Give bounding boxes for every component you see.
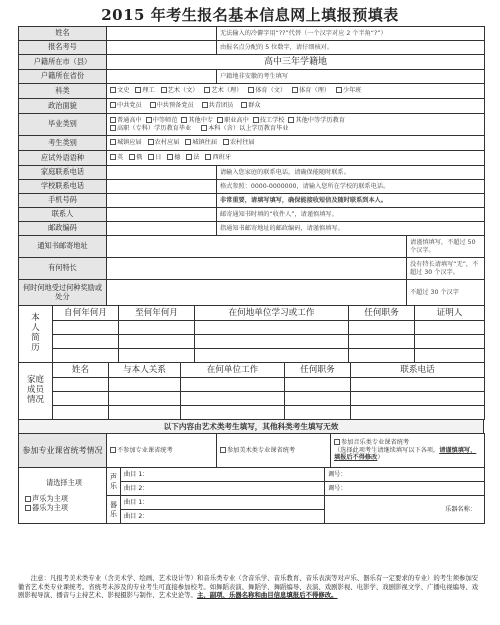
checkbox-icon — [220, 447, 226, 453]
checkbox-icon — [135, 87, 141, 93]
table-row — [19, 406, 485, 420]
family-col-name: 姓名 — [53, 363, 109, 378]
registration-form — [18, 26, 484, 524]
checkbox-icon — [334, 439, 340, 445]
checkbox-icon — [129, 154, 135, 160]
mobile-label: 手机号码 — [19, 194, 107, 208]
subject-option[interactable]: 文史 — [110, 87, 129, 94]
checkbox-icon — [110, 154, 116, 160]
home-phone-label: 家庭联系电话 — [19, 166, 107, 180]
checkbox-icon — [202, 102, 208, 108]
checkbox-icon — [288, 117, 294, 123]
basic-info-table — [18, 26, 485, 236]
mobile-hint: 非常重要，请填写填写，确保能接收短信及随时联系到本人。 — [217, 194, 485, 208]
checkbox-icon — [110, 125, 116, 131]
checkbox-icon — [110, 87, 116, 93]
checkbox-icon — [110, 447, 116, 453]
table-row — [19, 392, 485, 406]
checkbox-icon — [186, 154, 192, 160]
subject-option[interactable]: 艺术（理） — [204, 87, 242, 94]
checkbox-icon — [201, 125, 207, 131]
postcode-hint: 指通知书邮寄地址的邮政编码，请谨慎填写。 — [217, 222, 485, 236]
exam-no-hint: 由报名点分配的 5 位数字，请仔细核对。 — [217, 41, 485, 55]
family-col-position: 任何职务 — [285, 363, 351, 378]
graduation-label: 毕业类别 — [19, 114, 107, 136]
family-col-relation: 与本人关系 — [109, 363, 181, 378]
checkbox-icon — [253, 117, 259, 123]
resume-col-from: 自何年何月 — [53, 306, 119, 321]
awards-field[interactable] — [107, 280, 407, 306]
graduation-options — [107, 114, 485, 136]
table-row — [19, 335, 485, 349]
checkbox-icon — [185, 139, 191, 145]
specialty-label: 有何特长 — [19, 258, 107, 280]
vocal-label: 声 乐 — [107, 468, 121, 496]
checkbox-icon — [110, 139, 116, 145]
name-label: 姓名 — [19, 27, 107, 41]
art-notice-table — [18, 419, 484, 434]
art-exam-label: 参加专业课省统考情况 — [19, 434, 107, 468]
postcode-label: 邮政编码 — [19, 222, 107, 236]
checkbox-icon — [205, 154, 211, 160]
school-phone-field[interactable] — [107, 180, 217, 194]
language-options — [107, 151, 485, 166]
checkbox-icon — [148, 139, 154, 145]
language-option[interactable]: 西班牙 — [205, 154, 231, 161]
domicile-province-label: 户籍所在省份 — [19, 70, 107, 84]
footer-note: 注意：凡报考美术类专业（含美术学、绘画、艺术设计等）和音乐类专业（含音乐学、音乐教育、音乐表演等对声乐、器乐有一定要求的专业）的考生须参加安徽省艺术类专业课统考。省统考未涉及的专业考生可直接参加校考。如舞蹈表演、舞蹈学、舞蹈编导、表演、戏剧影视、电影学、戏剧影视文学、广播电视编导、戏剧影视导演、播音与主持艺术、影视摄影与制作、艺术史论等。主、副项、乐器名称和曲目信息填报后不得修改。 — [18, 574, 479, 600]
resume-col-position: 任何职务 — [349, 306, 415, 321]
examinee-type-option[interactable]: 城镇往届 — [185, 139, 217, 146]
domicile-city-value[interactable]: 高中三年学籍地 — [107, 55, 485, 70]
resume-label: 本 人 简 历 — [19, 306, 53, 363]
address-note: 请谨慎填写，不超过 50 个汉字。 — [407, 236, 485, 258]
instrument-track2[interactable]: 曲目 2： — [121, 510, 325, 524]
instrument-label: 器 乐 — [107, 496, 121, 524]
art-exam-table — [18, 433, 485, 468]
table-row — [19, 349, 485, 363]
subject-option[interactable]: 体育（文） — [248, 87, 286, 94]
language-option[interactable]: 法 — [186, 154, 199, 161]
major-option-vocal[interactable]: 声乐为主项 — [25, 495, 103, 504]
subject-option[interactable]: 体育（理） — [292, 87, 330, 94]
resume-col-to: 至何年何月 — [119, 306, 195, 321]
graduation-option[interactable]: 普通高中 — [110, 117, 142, 124]
checkbox-icon — [292, 87, 298, 93]
checkbox-icon — [150, 102, 156, 108]
political-label: 政治面貌 — [19, 99, 107, 114]
graduation-option[interactable]: 高职（专科）学历教育毕业 — [110, 125, 191, 132]
subject-label: 科类 — [19, 84, 107, 99]
checkbox-icon — [248, 87, 254, 93]
contact-hint: 邮寄通知书时填的“收件人”，请谨慎填写。 — [217, 208, 485, 222]
domicile-city-label: 户籍所在市（县） — [19, 55, 107, 70]
exam-no-field[interactable] — [107, 41, 217, 55]
language-label: 应试外语语种 — [19, 151, 107, 166]
family-label: 家庭 成员 情况 — [19, 363, 53, 420]
vocal-track1[interactable]: 曲目 1： — [121, 468, 325, 482]
postcode-field[interactable] — [107, 222, 217, 236]
checkbox-icon — [25, 496, 31, 502]
vocal-key1[interactable]: 调号： — [325, 468, 485, 482]
major-option-instrument[interactable]: 器乐为主项 — [25, 504, 103, 513]
free-text-table — [18, 235, 485, 306]
family-col-workplace: 在何单位工作 — [181, 363, 285, 378]
name-field[interactable] — [107, 27, 217, 41]
checkbox-icon — [110, 102, 116, 108]
table-row — [19, 378, 485, 392]
checkbox-icon — [241, 102, 247, 108]
table-row — [19, 321, 485, 335]
checkbox-icon — [167, 154, 173, 160]
graduation-options-line1 — [110, 117, 481, 124]
political-option[interactable]: 中共预备党员 — [150, 102, 194, 109]
major-selector — [19, 468, 107, 524]
checkbox-icon — [25, 505, 31, 511]
contact-field[interactable] — [107, 208, 217, 222]
school-phone-hint: 格式参照：0000-0000000，请输入您所在学校的联系电话。 — [217, 180, 485, 194]
art-exam-option-fine-arts[interactable]: 参加美术类专业课省统考 — [217, 434, 331, 468]
resume-table — [18, 305, 485, 363]
contact-label: 联系人 — [19, 208, 107, 222]
mobile-field[interactable] — [107, 194, 217, 208]
exam-no-label: 报名考号 — [19, 41, 107, 55]
vocal-key2[interactable]: 调号： — [325, 482, 485, 496]
vocal-track2[interactable]: 曲目 2： — [121, 482, 325, 496]
examinee-type-option[interactable]: 农村应届 — [148, 139, 180, 146]
examinee-type-label: 考生类别 — [19, 136, 107, 151]
specialty-field[interactable] — [107, 258, 407, 280]
examinee-type-option[interactable]: 农村往届 — [223, 139, 255, 146]
art-notice: 以下内容由艺术类考生填写，其他科类考生填写无效 — [19, 420, 484, 434]
instrument-track1[interactable]: 曲目 1： — [121, 496, 325, 510]
awards-note: 不超过 30 个汉字 — [407, 280, 485, 306]
art-exam-option-music: 参加音乐类专业课省统考 （选择此项考生请继续填写以下各项。请谨慎填写，填报后不得修改） — [331, 434, 485, 468]
home-phone-hint: 请输入您家庭的联系电话，请确保能随时联系。 — [217, 166, 485, 180]
checkbox-icon — [181, 117, 187, 123]
home-phone-field[interactable] — [107, 166, 217, 180]
graduation-option[interactable]: 本科（含）以上学历教育毕业 — [201, 125, 288, 132]
art-exam-option-none[interactable]: 不参加专业课省统考 — [107, 434, 217, 468]
graduation-option[interactable]: 技工学校 — [253, 117, 285, 124]
language-option[interactable]: 俄 — [129, 154, 142, 161]
political-option[interactable]: 中共党员 — [110, 102, 142, 109]
instrument-name[interactable]: 乐器名称： — [325, 496, 485, 524]
domicile-province-hint: 户籍地非安徽的考生填写 — [217, 70, 485, 84]
family-col-phone: 联系电话 — [351, 363, 485, 378]
art-exam-music-checkbox[interactable]: 参加音乐类专业课省统考 — [334, 439, 481, 446]
page-title: 2015 年考生报名基本信息网上填报预填表 — [101, 6, 399, 24]
subject-option[interactable]: 艺术（文） — [161, 87, 199, 94]
specialty-note: 没有特长请填写“无”，不超过 30 个汉字。 — [407, 258, 485, 280]
language-option[interactable]: 日 — [148, 154, 161, 161]
school-phone-label: 学校联系电话 — [19, 180, 107, 194]
checkbox-icon — [161, 87, 167, 93]
political-options — [107, 99, 485, 114]
subject-option[interactable]: 少年班 — [336, 87, 362, 94]
subject-options — [107, 84, 485, 99]
graduation-option[interactable]: 其他中等学历教育 — [288, 117, 345, 124]
resume-col-place: 在何地单位学习或工作 — [195, 306, 349, 321]
resume-col-witness: 证明人 — [415, 306, 485, 321]
address-field[interactable] — [107, 236, 407, 258]
checkbox-icon — [110, 117, 116, 123]
major-label: 请选择主项 — [46, 477, 82, 487]
political-option[interactable]: 群众 — [241, 102, 260, 109]
graduation-option[interactable]: 其他中专 — [181, 117, 213, 124]
domicile-province-field[interactable] — [107, 70, 217, 84]
political-option[interactable]: 共青团员 — [202, 102, 234, 109]
major-table — [18, 467, 485, 524]
checkbox-icon — [217, 117, 223, 123]
graduation-options-line2 — [110, 125, 481, 132]
graduation-option[interactable]: 中等师范 — [146, 117, 178, 124]
examinee-type-options — [107, 136, 485, 151]
name-hint: 无法输入的冷僻字用“??”代替（一个汉字对应 2 个半角“?”） — [217, 27, 485, 41]
checkbox-icon — [223, 139, 229, 145]
awards-label: 何时何地受过何种奖励或处分 — [19, 280, 107, 306]
checkbox-icon — [204, 87, 210, 93]
subject-option[interactable]: 理工 — [135, 87, 154, 94]
checkbox-icon — [148, 154, 154, 160]
language-option[interactable]: 德 — [167, 154, 180, 161]
address-label: 通知书邮寄地址 — [19, 236, 107, 258]
examinee-type-option[interactable]: 城镇应届 — [110, 139, 142, 146]
checkbox-icon — [336, 87, 342, 93]
family-table — [18, 362, 485, 420]
language-option[interactable]: 英 — [110, 154, 123, 161]
checkbox-icon — [146, 117, 152, 123]
graduation-option[interactable]: 职业高中 — [217, 117, 249, 124]
